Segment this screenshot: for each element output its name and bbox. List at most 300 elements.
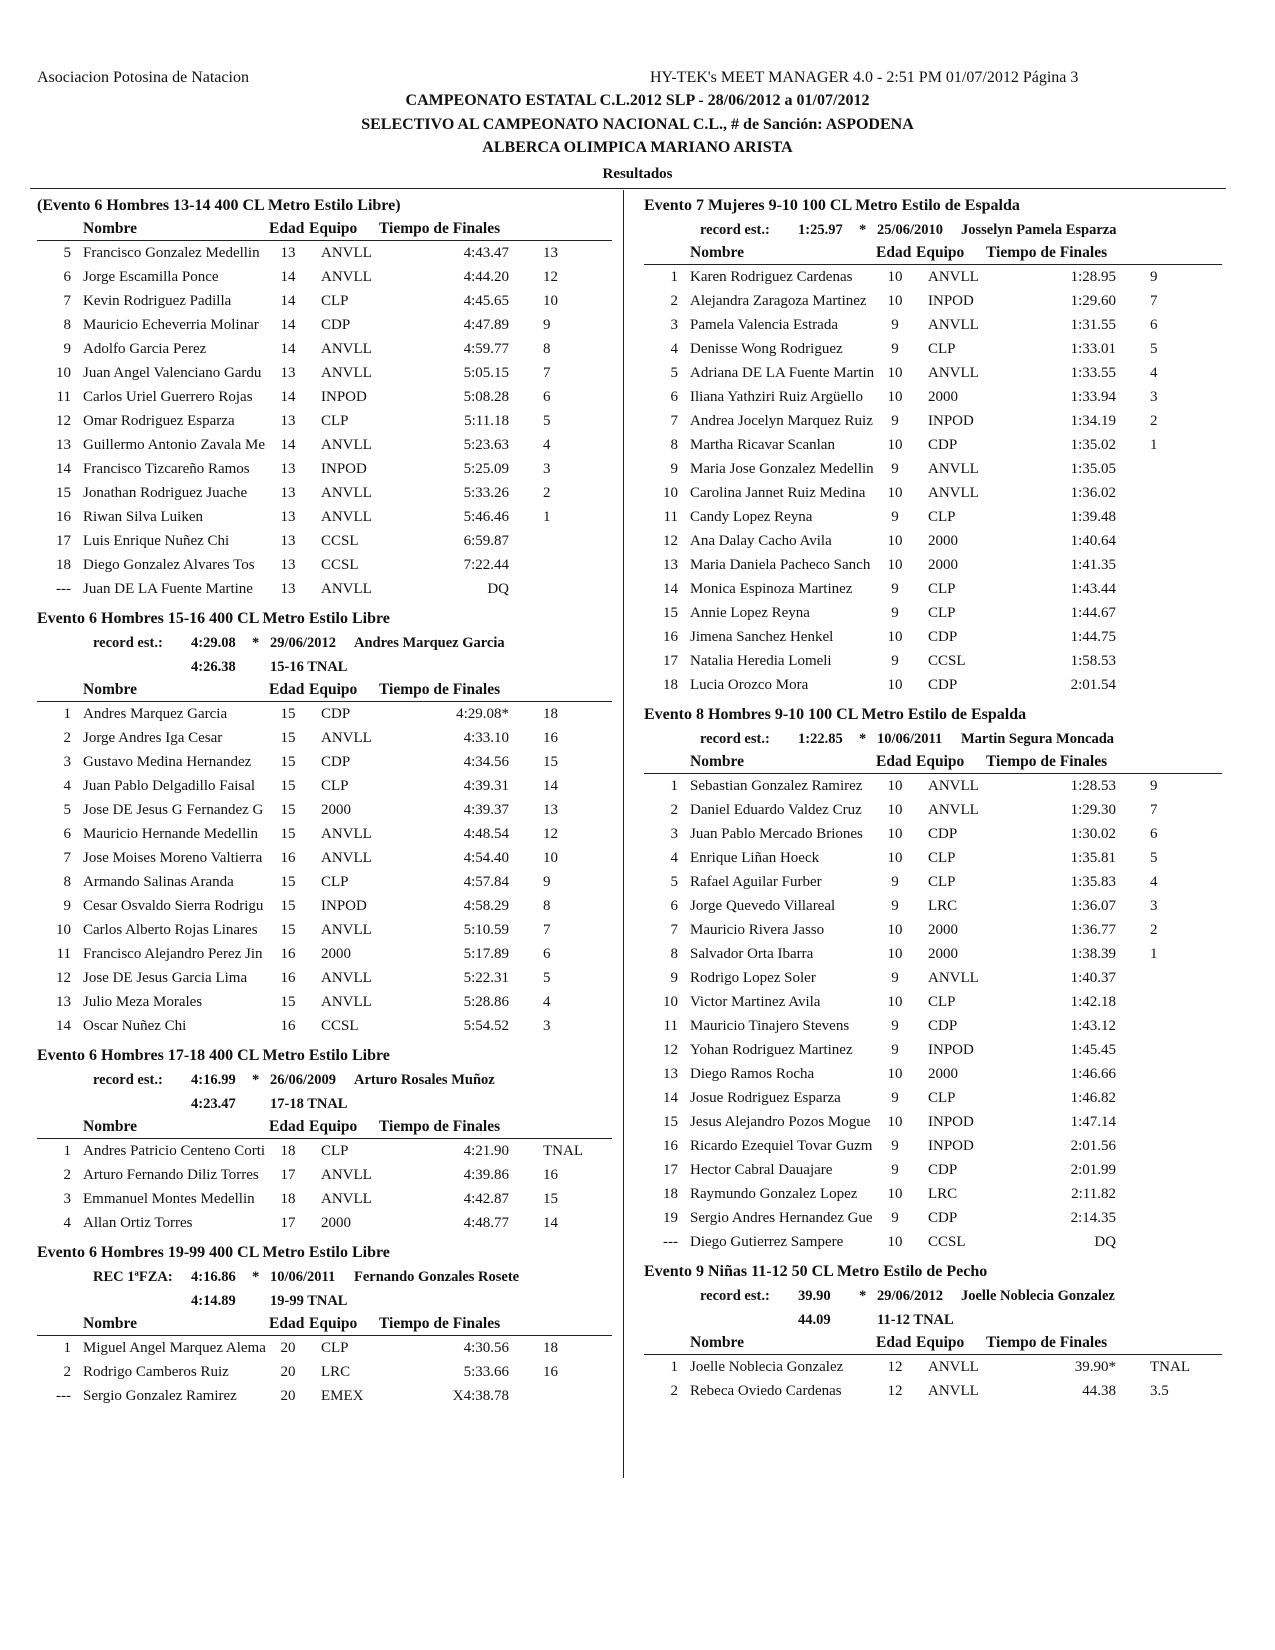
swimmer-name: Annie Lopez Reyna	[690, 605, 810, 621]
event-block	[37, 607, 612, 1038]
team: CLP	[928, 1090, 956, 1106]
table-row	[644, 265, 1222, 289]
place: 1	[63, 706, 71, 722]
record-time: 1:25.97	[798, 222, 843, 238]
swimmer-name: Miguel Angel Marquez Alema	[83, 1340, 266, 1356]
place: 16	[56, 509, 71, 525]
team: ANVLL	[928, 778, 979, 794]
age: 10	[887, 922, 903, 938]
team: CDP	[321, 754, 351, 770]
points: 9	[1150, 269, 1158, 285]
swimmer-name: Victor Martinez Avila	[690, 994, 821, 1010]
table-row	[644, 625, 1222, 649]
final-time: 5:33.26	[463, 485, 509, 501]
team: CLP	[321, 1143, 349, 1159]
right-column	[644, 194, 1222, 1403]
place: 14	[56, 461, 71, 477]
swimmer-name: Lucia Orozco Mora	[690, 677, 809, 693]
age: 9	[891, 605, 899, 621]
swimmer-name: Jorge Andres Iga Cesar	[83, 730, 223, 746]
event-block	[37, 1044, 612, 1235]
col-name-header: Nombre	[690, 244, 744, 261]
place: ---	[56, 1388, 71, 1404]
place: 9	[670, 970, 678, 986]
final-time: 1:35.05	[1070, 461, 1116, 477]
table-row	[644, 1062, 1222, 1086]
swimmer-name: Diego Ramos Rocha	[690, 1066, 815, 1082]
swimmer-name: Jose Moises Moreno Valtierra	[83, 850, 263, 866]
final-time: 1:44.67	[1070, 605, 1116, 621]
swimmer-name: Cesar Osvaldo Sierra Rodrigu	[83, 898, 264, 914]
swimmer-name: Gustavo Medina Hernandez	[83, 754, 252, 770]
table-row	[37, 1187, 612, 1211]
team: ANVLL	[321, 922, 372, 938]
event-block	[644, 1260, 1222, 1403]
team: ANVLL	[321, 730, 372, 746]
record-label: record est.:	[700, 222, 770, 238]
place: 2	[670, 1383, 678, 1399]
table-row	[37, 529, 612, 553]
table-row	[644, 1379, 1222, 1403]
team: CCSL	[321, 1018, 359, 1034]
team: CDP	[928, 629, 958, 645]
final-time: 7:22.44	[463, 557, 509, 573]
place: 9	[63, 898, 71, 914]
age: 10	[887, 946, 903, 962]
meet-subtitle: SELECTIVO AL CAMPEONATO NACIONAL C.L., # de Sanción: ASPODENA	[361, 116, 914, 133]
swimmer-name: Arturo Fernando Diliz Torres	[83, 1167, 259, 1183]
swimmer-name: Oscar Nuñez Chi	[83, 1018, 187, 1034]
event-title: Evento 6 Hombres 19-99 400 CL Metro Estilo Libre	[37, 1244, 390, 1261]
table-row	[37, 385, 612, 409]
team: ANVLL	[321, 269, 372, 285]
team: 2000	[928, 922, 958, 938]
place: 16	[663, 629, 678, 645]
points: 13	[543, 245, 558, 261]
team: 2000	[928, 389, 958, 405]
swimmer-name: Carlos Uriel Guerrero Rojas	[83, 389, 253, 405]
place: 17	[56, 533, 71, 549]
final-time: 4:58.29	[463, 898, 509, 914]
age: 10	[887, 557, 903, 573]
swimmer-name: Sebastian Gonzalez Ramirez	[690, 778, 863, 794]
place: 9	[670, 461, 678, 477]
points: 2	[1150, 922, 1158, 938]
table-row	[644, 1158, 1222, 1182]
age: 10	[887, 365, 903, 381]
event-title: Evento 9 Niñas 11-12 50 CL Metro Estilo de Pecho	[644, 1263, 988, 1280]
place: 13	[663, 557, 678, 573]
final-time: 1:33.55	[1070, 365, 1116, 381]
final-time: 4:44.20	[463, 269, 509, 285]
swimmer-name: Maria Jose Gonzalez Medellin	[690, 461, 874, 477]
points: 7	[543, 365, 551, 381]
team: CLP	[321, 778, 349, 794]
results-table-header	[644, 751, 1222, 774]
age: 13	[280, 461, 296, 477]
points: 6	[543, 946, 551, 962]
age: 9	[891, 898, 899, 914]
table-row	[37, 1384, 612, 1408]
col-team-header: Equipo	[309, 681, 358, 698]
table-row	[644, 1230, 1222, 1254]
table-row	[644, 529, 1222, 553]
age: 9	[891, 1042, 899, 1058]
age: 9	[891, 1162, 899, 1178]
swimmer-name: Omar Rodriguez Esparza	[83, 413, 235, 429]
age: 9	[891, 317, 899, 333]
points: 9	[543, 317, 551, 333]
record-holder: Arturo Rosales Muñoz	[354, 1072, 495, 1088]
place: 1	[670, 778, 678, 794]
meet-title: CAMPEONATO ESTATAL C.L.2012 SLP - 28/06/2012 a 01/07/2012	[405, 92, 870, 109]
team: ANVLL	[321, 341, 372, 357]
age: 9	[891, 1090, 899, 1106]
team: ANVLL	[928, 365, 979, 381]
age: 10	[887, 1186, 903, 1202]
swimmer-name: Yohan Rodriguez Martinez	[690, 1042, 853, 1058]
place: 2	[670, 802, 678, 818]
table-row	[37, 894, 612, 918]
results-table-header	[37, 1313, 612, 1336]
swimmer-name: Sergio Andres Hernandez Gue	[690, 1210, 873, 1226]
team: CDP	[928, 1018, 958, 1034]
final-time: 1:43.44	[1070, 581, 1116, 597]
team: CDP	[928, 437, 958, 453]
table-row	[37, 1163, 612, 1187]
col-time-header: Tiempo de Finales	[986, 1334, 1108, 1351]
place: 18	[663, 1186, 678, 1202]
results-label: Resultados	[602, 166, 673, 182]
age: 13	[280, 365, 296, 381]
final-time: 4:39.86	[463, 1167, 509, 1183]
age: 13	[280, 485, 296, 501]
points: 16	[543, 1167, 558, 1183]
place: 6	[670, 898, 678, 914]
event-title: Evento 6 Hombres 15-16 400 CL Metro Estilo Libre	[37, 610, 390, 627]
final-time: 1:33.01	[1070, 341, 1116, 357]
final-time: 1:38.39	[1070, 946, 1116, 962]
age: 10	[887, 629, 903, 645]
table-row	[644, 577, 1222, 601]
team: CLP	[928, 874, 956, 890]
team: ANVLL	[321, 994, 372, 1010]
age: 10	[887, 533, 903, 549]
swimmer-name: Candy Lopez Reyna	[690, 509, 813, 525]
team: 2000	[928, 1066, 958, 1082]
team: CLP	[321, 874, 349, 890]
record-date: 25/06/2010	[877, 222, 944, 238]
swimmer-name: Guillermo Antonio Zavala Me	[83, 437, 266, 453]
age: 10	[887, 850, 903, 866]
record-holder: Joelle Noblecia Gonzalez	[961, 1288, 1115, 1304]
team: CDP	[928, 1162, 958, 1178]
place: 7	[670, 922, 678, 938]
swimmer-name: Andres Patricio Centeno Corti	[83, 1143, 266, 1159]
table-row	[37, 553, 612, 577]
record-line	[644, 1284, 1222, 1308]
final-time: 2:01.56	[1070, 1138, 1116, 1154]
place: 6	[63, 269, 71, 285]
table-row	[644, 1182, 1222, 1206]
final-time: 1:46.66	[1070, 1066, 1116, 1082]
team: INPOD	[321, 898, 367, 914]
results-table-header	[37, 679, 612, 702]
col-name-header: Nombre	[83, 681, 137, 698]
record-date: 10/06/2011	[877, 731, 943, 747]
team: INPOD	[928, 293, 974, 309]
meet-venue: ALBERCA OLIMPICA MARIANO ARISTA	[482, 139, 793, 156]
age: 9	[891, 461, 899, 477]
swimmer-name: Martha Ricavar Scanlan	[690, 437, 835, 453]
table-row	[37, 265, 612, 289]
team: 2000	[321, 946, 351, 962]
swimmer-name: Ricardo Ezequiel Tovar Guzm	[690, 1138, 873, 1154]
event-title: (Evento 6 Hombres 13-14 400 CL Metro Estilo Libre)	[37, 197, 401, 214]
final-time: 39.90*	[1074, 1359, 1116, 1375]
table-row	[37, 1336, 612, 1360]
age: 9	[891, 341, 899, 357]
team: CDP	[928, 677, 958, 693]
record-line	[37, 1289, 612, 1313]
record-date: 17-18 TNAL	[270, 1096, 348, 1112]
final-time: 5:10.59	[463, 922, 509, 938]
points: 3.5	[1150, 1383, 1169, 1399]
points: 13	[543, 802, 558, 818]
age: 13	[280, 581, 296, 597]
swimmer-name: Rodrigo Lopez Soler	[690, 970, 816, 986]
swimmer-name: Juan Pablo Delgadillo Faisal	[83, 778, 256, 794]
points: TNAL	[1150, 1359, 1190, 1375]
team: CCSL	[928, 1234, 966, 1250]
age: 14	[280, 269, 296, 285]
swimmer-name: Luis Enrique Nuñez Chi	[83, 533, 230, 549]
final-time: 4:45.65	[463, 293, 509, 309]
points: 8	[543, 898, 551, 914]
swimmer-name: Rebeca Oviedo Cardenas	[690, 1383, 842, 1399]
table-row	[644, 289, 1222, 313]
age: 20	[280, 1388, 296, 1404]
place: 8	[63, 317, 71, 333]
place: 13	[56, 994, 71, 1010]
age: 20	[280, 1340, 296, 1356]
table-row	[644, 601, 1222, 625]
record-line	[644, 727, 1222, 751]
place: 15	[56, 485, 71, 501]
age: 15	[280, 874, 296, 890]
col-age-header: Edad	[269, 220, 305, 237]
col-age-header: Edad	[269, 681, 305, 698]
association-name: Asociacion Potosina de Natacion	[37, 69, 249, 86]
team: ANVLL	[928, 1359, 979, 1375]
place: 17	[663, 1162, 678, 1178]
final-time: 5:05.15	[463, 365, 509, 381]
place: 18	[663, 677, 678, 693]
col-age-header: Edad	[269, 1118, 305, 1135]
record-date: 11-12 TNAL	[877, 1312, 954, 1328]
final-time: 4:54.40	[463, 850, 509, 866]
team: CLP	[928, 994, 956, 1010]
team: CLP	[928, 605, 956, 621]
col-time-header: Tiempo de Finales	[986, 244, 1108, 261]
place: 1	[670, 1359, 678, 1375]
table-row	[37, 822, 612, 846]
record-holder: Andres Marquez Garcia	[354, 635, 505, 651]
results-table-header	[644, 1332, 1222, 1355]
age: 15	[280, 922, 296, 938]
table-row	[37, 942, 612, 966]
table-row	[37, 1139, 612, 1163]
event-title: Evento 6 Hombres 17-18 400 CL Metro Estilo Libre	[37, 1047, 390, 1064]
swimmer-name: Mauricio Rivera Jasso	[690, 922, 825, 938]
col-name-header: Nombre	[83, 220, 137, 237]
team: ANVLL	[928, 485, 979, 501]
swimmer-name: Allan Ortiz Torres	[83, 1215, 193, 1231]
swimmer-name: Julio Meza Morales	[83, 994, 203, 1010]
table-row	[644, 966, 1222, 990]
team: CLP	[928, 581, 956, 597]
col-name-header: Nombre	[690, 1334, 744, 1351]
table-row	[37, 337, 612, 361]
team: CLP	[321, 1340, 349, 1356]
team: INPOD	[928, 413, 974, 429]
team: CCSL	[321, 557, 359, 573]
team: CCSL	[321, 533, 359, 549]
record-line	[37, 631, 612, 655]
record-line	[644, 218, 1222, 242]
place: 11	[663, 509, 678, 525]
final-time: 4:33.10	[463, 730, 509, 746]
record-label: record est.:	[700, 731, 770, 747]
record-label: record est.:	[93, 1072, 163, 1088]
record-time: 1:22.85	[798, 731, 843, 747]
team: INPOD	[928, 1114, 974, 1130]
team: INPOD	[928, 1138, 974, 1154]
final-time: 1:39.48	[1070, 509, 1116, 525]
points: 3	[1150, 389, 1158, 405]
swimmer-name: Jesus Alejandro Pozos Mogue	[690, 1114, 871, 1130]
points: 8	[543, 341, 551, 357]
final-time: 4:57.84	[463, 874, 509, 890]
points: 3	[1150, 898, 1158, 914]
place: 11	[663, 1018, 678, 1034]
age: 12	[887, 1383, 903, 1399]
age: 9	[891, 1018, 899, 1034]
final-time: 1:36.02	[1070, 485, 1116, 501]
age: 9	[891, 653, 899, 669]
final-time: 1:34.19	[1070, 413, 1116, 429]
final-time: 2:14.35	[1070, 1210, 1116, 1226]
team: INPOD	[321, 389, 367, 405]
col-name-header: Nombre	[83, 1315, 137, 1332]
place: 5	[670, 365, 678, 381]
points: TNAL	[543, 1143, 583, 1159]
table-row	[644, 918, 1222, 942]
record-date: 10/06/2011	[270, 1269, 336, 1285]
table-row	[37, 433, 612, 457]
final-time: 5:46.46	[463, 509, 509, 525]
final-time: 4:29.08*	[456, 706, 509, 722]
swimmer-name: Joelle Noblecia Gonzalez	[690, 1359, 844, 1375]
place: 12	[663, 1042, 678, 1058]
table-row	[37, 289, 612, 313]
team: ANVLL	[928, 317, 979, 333]
table-row	[644, 457, 1222, 481]
age: 9	[891, 1210, 899, 1226]
event-block	[37, 1241, 612, 1408]
team: ANVLL	[321, 485, 372, 501]
team: ANVLL	[321, 437, 372, 453]
swimmer-name: Andrea Jocelyn Marquez Ruiz	[690, 413, 873, 429]
place: 2	[670, 293, 678, 309]
final-time: 1:44.75	[1070, 629, 1116, 645]
final-time: 1:29.60	[1070, 293, 1116, 309]
table-row	[644, 361, 1222, 385]
points: 2	[543, 485, 551, 501]
points: 15	[543, 754, 558, 770]
table-row	[644, 1086, 1222, 1110]
record-holder: Fernando Gonzales Rosete	[354, 1269, 520, 1285]
team: INPOD	[928, 1042, 974, 1058]
team: CCSL	[928, 653, 966, 669]
age: 14	[280, 341, 296, 357]
final-time: 1:28.53	[1070, 778, 1116, 794]
points: 6	[1150, 317, 1158, 333]
swimmer-name: Jose DE Jesus G Fernandez G	[83, 802, 264, 818]
col-team-header: Equipo	[916, 1334, 965, 1351]
event-title: Evento 7 Mujeres 9-10 100 CL Metro Estilo de Espalda	[644, 197, 1020, 214]
team: ANVLL	[321, 1167, 372, 1183]
team: INPOD	[321, 461, 367, 477]
points: 7	[543, 922, 551, 938]
col-age-header: Edad	[876, 1334, 912, 1351]
place: 3	[63, 1191, 71, 1207]
final-time: 1:35.02	[1070, 437, 1116, 453]
event-block	[644, 194, 1222, 697]
table-row	[644, 1038, 1222, 1062]
swimmer-name: Monica Espinoza Martinez	[690, 581, 853, 597]
points: 1	[1150, 437, 1158, 453]
record-date: 15-16 TNAL	[270, 659, 348, 675]
age: 16	[280, 970, 296, 986]
points: 3	[543, 461, 551, 477]
final-time: 1:30.02	[1070, 826, 1116, 842]
table-row	[37, 702, 612, 726]
col-team-header: Equipo	[309, 220, 358, 237]
points: 1	[543, 509, 551, 525]
age: 10	[887, 437, 903, 453]
final-time: 5:08.28	[463, 389, 509, 405]
record-line	[37, 655, 612, 679]
age: 9	[891, 413, 899, 429]
age: 9	[891, 509, 899, 525]
age: 9	[891, 874, 899, 890]
final-time: 1:42.18	[1070, 994, 1116, 1010]
swimmer-name: Rodrigo Camberos Ruiz	[83, 1364, 229, 1380]
team: CDP	[928, 826, 958, 842]
place: 4	[63, 778, 71, 794]
table-row	[644, 481, 1222, 505]
age: 9	[891, 1138, 899, 1154]
age: 10	[887, 1234, 903, 1250]
points: 5	[543, 970, 551, 986]
col-team-header: Equipo	[916, 753, 965, 770]
age: 13	[280, 413, 296, 429]
swimmer-name: Adolfo Garcia Perez	[83, 341, 207, 357]
place: ---	[663, 1234, 678, 1250]
table-row	[37, 990, 612, 1014]
swimmer-name: Ana Dalay Cacho Avila	[690, 533, 832, 549]
